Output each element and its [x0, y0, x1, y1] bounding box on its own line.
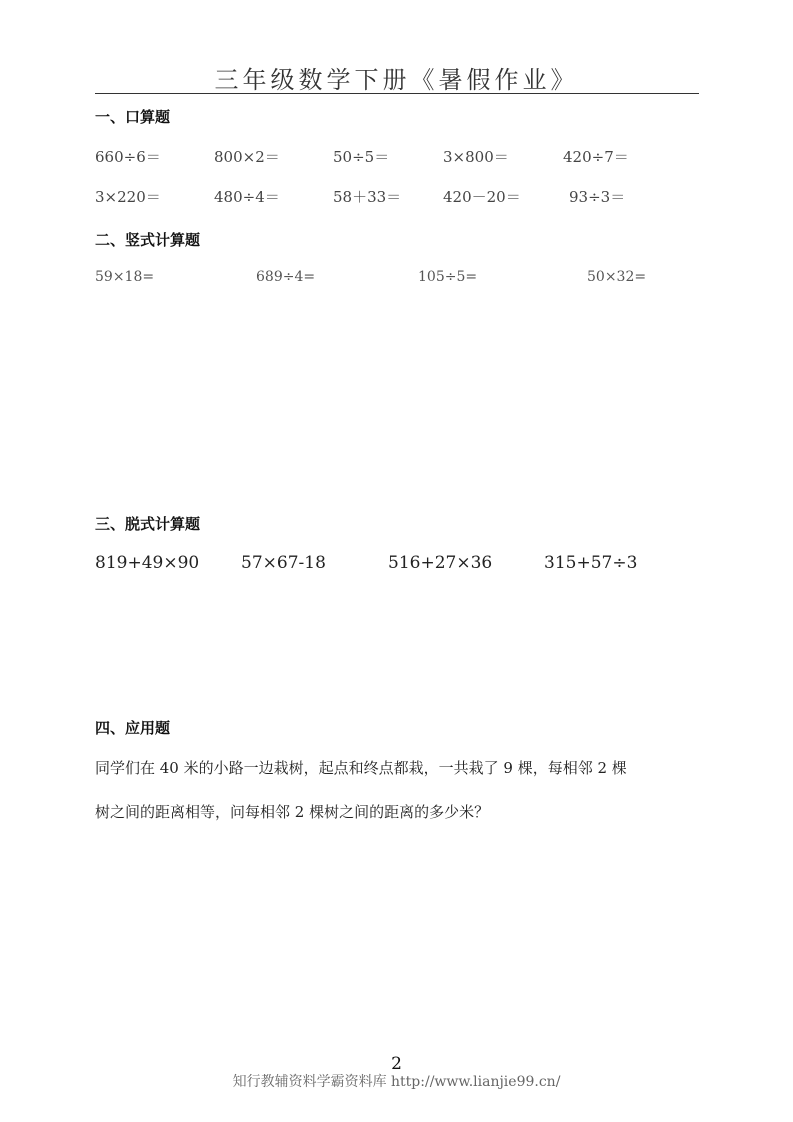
- word-problem-line: 树之间的距离相等，问每相邻 2 棵树之间的距离的多少米？: [95, 803, 490, 821]
- oral-problem: 3×220＝: [95, 188, 161, 206]
- vertical-problem: 59×18=: [95, 269, 155, 285]
- page-title: 三年级数学下册《暑假作业》: [214, 66, 579, 94]
- oral-problem: 3×800＝: [443, 148, 509, 166]
- section-heading-vertical: 二、竖式计算题: [95, 231, 201, 249]
- freeform-problem: 819+49×90: [95, 553, 200, 573]
- freeform-problem: 315+57÷3: [544, 553, 638, 573]
- freeform-problem: 57×67-18: [241, 553, 326, 573]
- vertical-problem: 50×32=: [587, 269, 647, 285]
- oral-problem: 800×2＝: [214, 148, 280, 166]
- header-divider: [95, 93, 699, 94]
- oral-problem: 50÷5＝: [333, 148, 390, 166]
- section-heading-word-problem: 四、应用题: [95, 719, 171, 737]
- section-heading-oral: 一、口算题: [95, 108, 171, 126]
- oral-problem: 660÷6＝: [95, 148, 161, 166]
- word-problem-line: 同学们在 40 米的小路一边栽树，起点和终点都栽，一共栽了 9 棵，每相邻 2 棵: [95, 759, 627, 777]
- vertical-problem: 105÷5=: [418, 269, 478, 285]
- oral-problem: 58＋33＝: [333, 188, 402, 206]
- footer-source-text: 知行教辅资料学霸资料库 http://www.lianjie99.cn/: [232, 1074, 561, 1090]
- oral-problem: 480÷4＝: [214, 188, 280, 206]
- oral-problem: 93÷3＝: [569, 188, 626, 206]
- oral-problem: 420÷7＝: [563, 148, 629, 166]
- vertical-problem: 689÷4=: [256, 269, 316, 285]
- page-number: 2: [391, 1054, 402, 1074]
- oral-problem: 420－20＝: [443, 188, 521, 206]
- freeform-problem: 516+27×36: [388, 553, 493, 573]
- section-heading-freeform: 三、脱式计算题: [95, 515, 201, 533]
